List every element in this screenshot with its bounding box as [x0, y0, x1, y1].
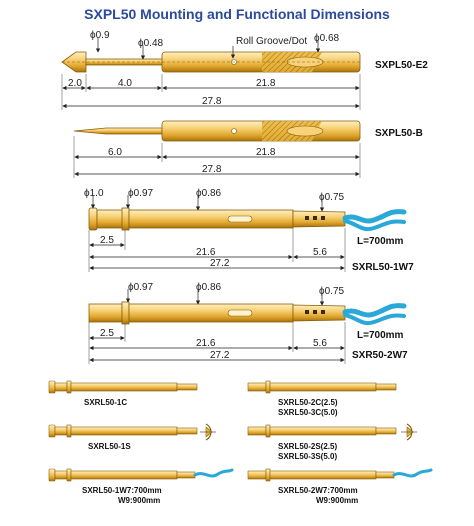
- b-dim-tip: 6.0: [108, 147, 122, 158]
- variant-2c-label: SXRL50-2C(2.5): [278, 398, 338, 407]
- variant-1w7-label: SXRL50-1W7:700mm: [82, 486, 162, 495]
- variant-1s: [49, 424, 216, 451]
- e2-phi-head: ϕ0.9: [90, 30, 110, 41]
- w2-wire-len: L=700mm: [357, 330, 404, 341]
- variant-1c: [49, 381, 197, 407]
- w1-dim-tail: 5.6: [313, 247, 327, 258]
- e2-label: SXPL50-E2: [375, 60, 428, 71]
- variant-3s-label: SXRL50-3S(5.0): [278, 452, 338, 461]
- variant-1w7: [49, 469, 232, 505]
- variant-2c: [248, 381, 396, 417]
- variant-2w7: [248, 469, 431, 505]
- b-dim-barrel: 21.8: [256, 147, 276, 158]
- w1-phi-body: ϕ0.86: [196, 188, 222, 199]
- e2-phi-barrel: ϕ0.68: [314, 33, 340, 44]
- probe-e2: [62, 52, 360, 72]
- page-title: SXPL50 Mounting and Functional Dimensions: [84, 6, 390, 22]
- variant-1s-label: SXRL50-1S: [88, 442, 131, 451]
- e2-dim-head: 2.0: [68, 78, 82, 89]
- w2-dim-total: 27.2: [210, 350, 230, 361]
- variant-2s-label: SXRL50-2S(2.5): [278, 442, 338, 451]
- w1-dim-ring: 2.5: [100, 235, 114, 246]
- e2-dim-neck: 4.0: [118, 78, 132, 89]
- e2-phi-neck: ϕ0.48: [138, 38, 164, 49]
- variant-2s: [248, 424, 417, 461]
- w2-dim-ring: 2.5: [100, 328, 114, 339]
- w1-phi-tail: ϕ0.75: [319, 192, 345, 203]
- probe-b: [74, 121, 360, 141]
- w1-phi-head: ϕ1.0: [84, 188, 104, 199]
- variant-1c-label: SXRL50-1C: [84, 398, 128, 407]
- b-label: SXPL50-B: [375, 128, 423, 139]
- probe-2w7: [89, 302, 404, 324]
- variant-1w9-label: W9:900mm: [118, 496, 161, 505]
- w1-dim-total: 27.2: [210, 258, 230, 269]
- w2-dim-tail: 5.6: [313, 338, 327, 349]
- w2-label: SXR50-2W7: [352, 350, 408, 361]
- variant-2w7-label: SXRL50-2W7:700mm: [278, 486, 358, 495]
- probe-1w7: [89, 208, 404, 230]
- b-dim-total: 27.8: [202, 164, 222, 175]
- e2-dim-barrel: 21.8: [256, 78, 276, 89]
- w1-phi-ring: ϕ0.97: [128, 188, 154, 199]
- w2-phi-ring: ϕ0.97: [128, 282, 154, 293]
- variant-2w9-label: W9:900mm: [316, 496, 359, 505]
- w2-phi-body: ϕ0.86: [196, 282, 222, 293]
- w1-wire-len: L=700mm: [357, 236, 404, 247]
- w1-dim-body: 21.6: [196, 247, 216, 258]
- w2-dim-body: 21.6: [196, 338, 216, 349]
- e2-dim-total: 27.8: [202, 96, 222, 107]
- w2-phi-tail: ϕ0.75: [319, 286, 345, 297]
- e2-groove-label: Roll Groove/Dot: [236, 36, 308, 47]
- w1-label: SXRL50-1W7: [352, 262, 414, 273]
- variant-3c-label: SXRL50-3C(5.0): [278, 408, 338, 417]
